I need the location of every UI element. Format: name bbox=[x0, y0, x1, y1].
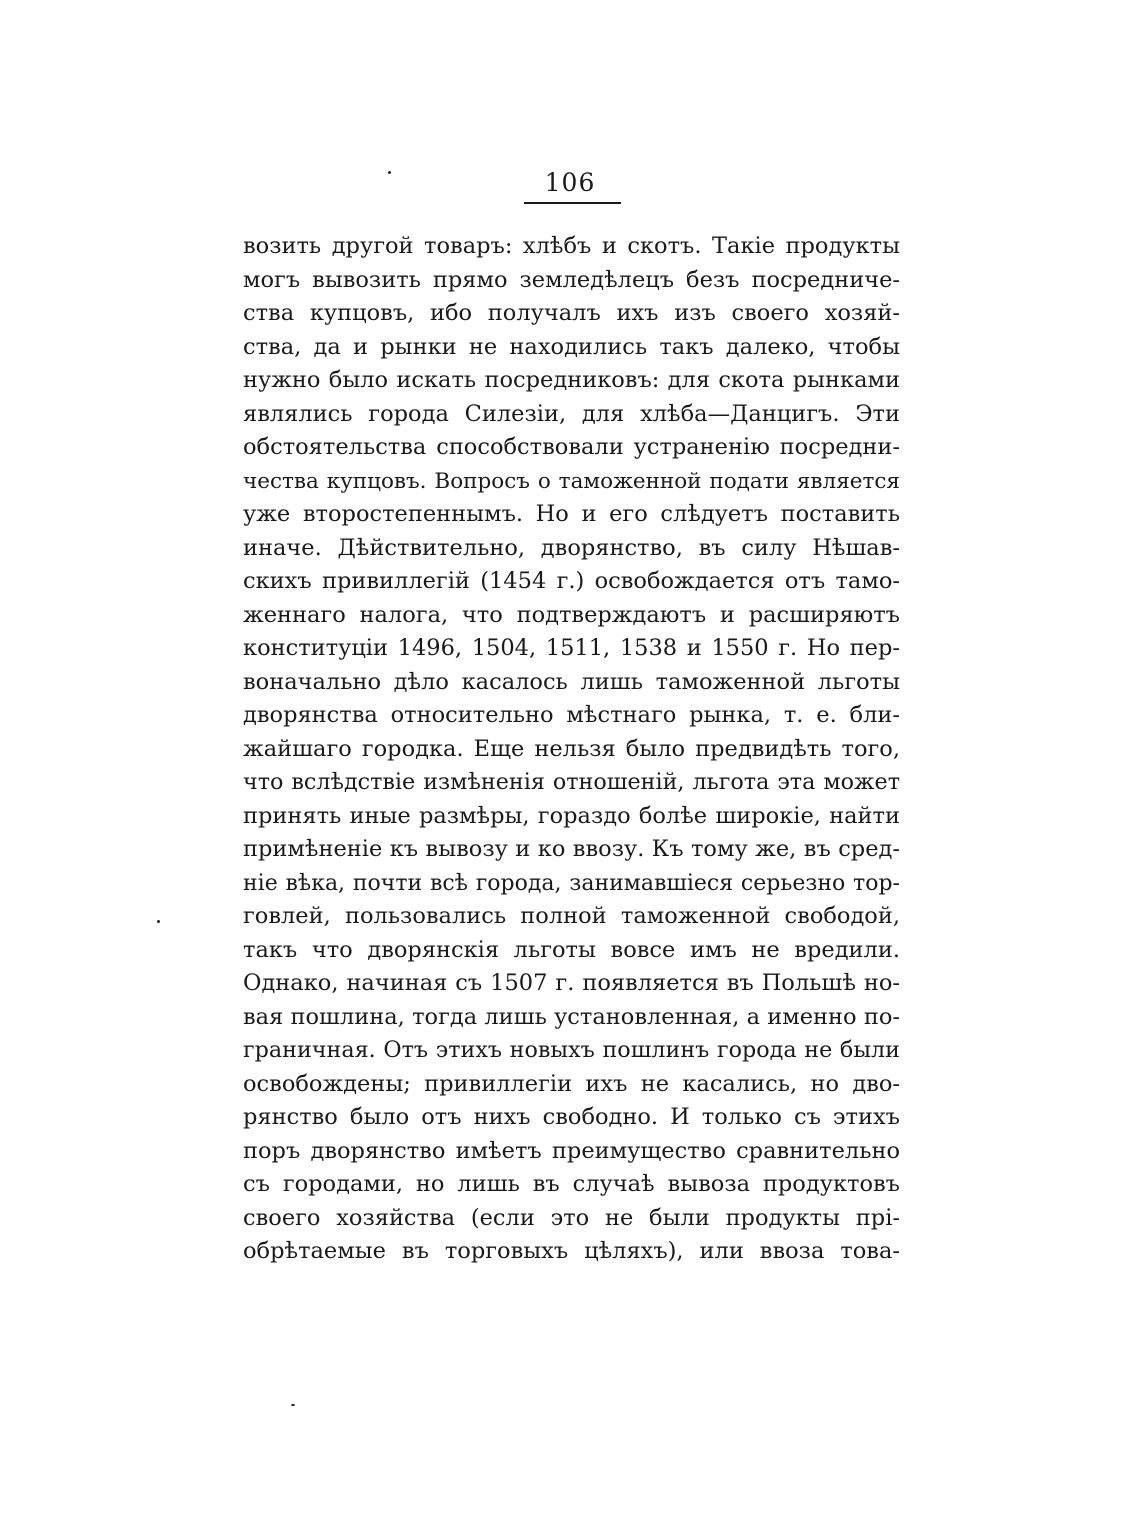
text-line: граничная. Отъ этихъ новыхъ пошлинъ города не были bbox=[243, 1037, 900, 1063]
text-line: обрѣтаемые въ торговыхъ цѣляхъ), или ввоза това- bbox=[243, 1238, 900, 1264]
text-line: говлей, пользовались полной таможенной свободой, bbox=[243, 903, 900, 929]
text-line: ства купцовъ, ибо получалъ ихъ изъ своего хозяй- bbox=[243, 300, 900, 326]
text-line: ства, да и рынки не находились такъ далеко, чтобы bbox=[243, 333, 900, 360]
text-line: что вслѣдствіе измѣненія отношеній, льгота эта может bbox=[243, 769, 900, 795]
text-line: вая пошлина, тогда лишь установленная, а именно по- bbox=[243, 1003, 900, 1030]
text-line: поръ дворянство имѣетъ преимущество сравнительно bbox=[243, 1137, 900, 1164]
text-line: съ городами, но лишь въ случаѣ вывоза продуктовъ bbox=[243, 1171, 900, 1197]
text-line: такъ что дворянскія льготы вовсе имъ не вредили. bbox=[243, 936, 900, 963]
text-line: иначе. Дѣйствительно, дворянство, въ силу Нѣшав- bbox=[243, 534, 900, 561]
page-number: 106 bbox=[544, 168, 596, 197]
text-line: уже второстепеннымъ. Но и его слѣдуетъ поставить bbox=[243, 501, 900, 527]
text-line: конституціи 1496, 1504, 1511, 1538 и 1550 г. Но пер- bbox=[243, 635, 900, 661]
text-line: жайшаго городка. Еще нельзя было предвидѣть того, bbox=[243, 735, 900, 762]
text-line: чества купцовъ. Вопросъ о таможенной подати является bbox=[243, 468, 900, 494]
text-line: возить другой товаръ: хлѣбъ и скотъ. Такіе продукты bbox=[243, 233, 900, 259]
page-number-rule bbox=[524, 202, 621, 204]
text-line: ніе вѣка, почти всѣ города, занимавшіеся серьезно тор- bbox=[243, 870, 900, 896]
text-line: нужно было искать посредниковъ: для скота рынками bbox=[243, 367, 900, 393]
text-line: могъ вывозить прямо земледѣлецъ безъ посредниче- bbox=[243, 266, 900, 293]
text-line: своего хозяйства (если это не были продукты прі- bbox=[243, 1204, 900, 1231]
text-line: рянство было отъ нихъ свободно. И только съ этихъ bbox=[243, 1104, 900, 1130]
text-line: скихъ привиллегій (1454 г.) освобождается отъ тамо- bbox=[243, 568, 900, 594]
body-text bbox=[243, 230, 900, 1269]
scan-speck bbox=[157, 920, 160, 923]
text-line: примѣненіе къ вывозу и ко ввозу. Къ тому же, въ сред- bbox=[243, 836, 900, 862]
text-line: освобождены; привиллегіи ихъ не касались, но дво- bbox=[243, 1070, 900, 1097]
text-line: обстоятельства способствовали устраненію посредни- bbox=[243, 434, 900, 460]
text-line: принять иные размѣры, гораздо болѣе широкіе, найти bbox=[243, 802, 900, 829]
text-line: дворянства относительно мѣстнаго рынка, т. е. бли- bbox=[243, 702, 900, 728]
text-line: являлись города Силезіи, для хлѣба—Данцигъ. Эти bbox=[243, 400, 900, 427]
text-line: женнаго налога, что подтверждаютъ и расширяютъ bbox=[243, 601, 900, 628]
text-line: воначально дѣло касалось лишь таможенной льготы bbox=[243, 668, 900, 695]
scan-speck bbox=[291, 1404, 295, 1406]
text-line: Однако, начиная съ 1507 г. появляется въ Польшѣ но- bbox=[243, 970, 900, 996]
scan-speck bbox=[388, 171, 391, 174]
